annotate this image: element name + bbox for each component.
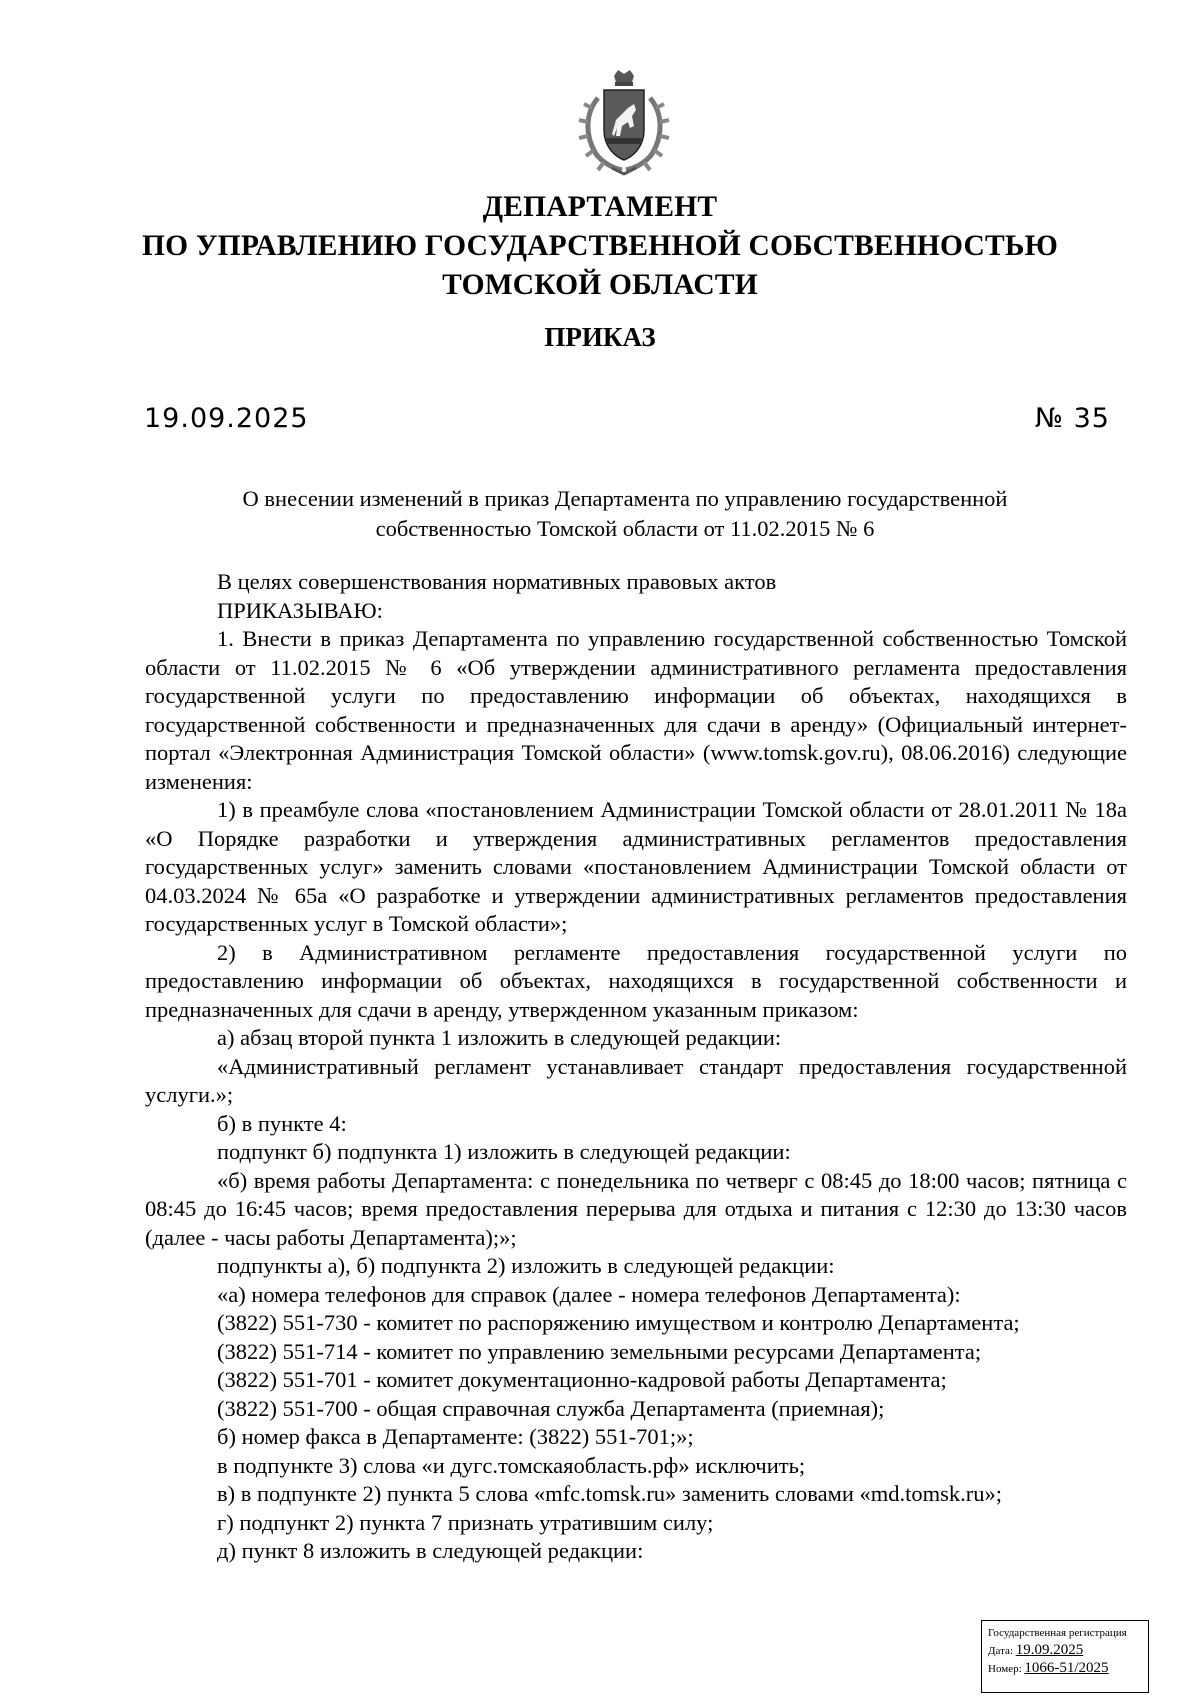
paragraph-d: д) пункт 8 изложить в следующей редакции: xyxy=(217,1538,644,1563)
paragraph-g: г) подпункт 2) пункта 7 признать утратившим силу; xyxy=(217,1509,714,1535)
document-type: ПРИКАЗ xyxy=(544,322,656,352)
paragraph-v: в) в подпункте 2) пункта 5 слова «mfc.tomsk.ru» заменить словами «md.tomsk.ru»; xyxy=(217,1481,1003,1506)
paragraph-fax: б) номер факса в Департаменте: (3822) 551-701;»; xyxy=(217,1424,694,1449)
org-line-1: ДЕПАРТАМЕНТ xyxy=(482,191,718,223)
registration-title: Государственная регистрация xyxy=(988,1627,1127,1639)
paragraph-phones-intro: «а) номера телефонов для справок (далее - номера телефонов Департамента): xyxy=(217,1281,961,1307)
paragraph-purpose: В целях совершенствования нормативных правовых актов xyxy=(217,569,777,594)
paragraph-order: ПРИКАЗЫВАЮ: xyxy=(217,597,383,623)
document-date: 19.09.2025 xyxy=(144,403,309,434)
paragraph-subitem-2: 2) в Административном регламенте предоставления государственной услуги по предоставлению информации об объектах, находящихся в государственной собственности и предназначенных для сдачи в аренду, утвержденном указанным приказом: xyxy=(145,939,1127,1022)
document-number: № 35 xyxy=(1034,403,1110,434)
subject-line-1: О внесении изменений в приказ Департамента по управлению государственной xyxy=(242,486,1008,511)
paragraph-b: б) в пункте 4: xyxy=(217,1110,347,1136)
document-body xyxy=(145,568,1127,1566)
registration-date-label: Дата: xyxy=(988,1645,1013,1657)
document-subject xyxy=(200,484,1050,544)
paragraph-phone-4: (3822) 551-700 - общая справочная служба Департамента (приемная); xyxy=(217,1395,885,1421)
subject-line-2: собственностью Томской области от 11.02.2015 № 6 xyxy=(375,516,875,541)
organization-name xyxy=(0,188,1200,305)
registration-number: 1066-51/2025 xyxy=(1024,1660,1109,1676)
org-line-3: ТОМСКОЙ ОБЛАСТИ xyxy=(442,269,758,301)
coat-of-arms-icon xyxy=(568,68,680,176)
paragraph-a: а) абзац второй пункта 1 изложить в следующей редакции: xyxy=(217,1025,782,1050)
registration-date: 19.09.2025 xyxy=(1015,1642,1084,1658)
registration-number-label: Номер: xyxy=(988,1663,1022,1675)
paragraph-phone-3: (3822) 551-701 - комитет документационно-кадровой работы Департамента; xyxy=(217,1367,947,1392)
paragraph-b-sub2: подпункты а), б) подпункта 2) изложить в следующей редакции: xyxy=(217,1253,835,1278)
paragraph-sub3: в подпункте 3) слова «и дугс.томскаяобласть.рф» исключить; xyxy=(217,1452,806,1478)
paragraph-phone-2: (3822) 551-714 - комитет по управлению земельными ресурсами Департамента; xyxy=(217,1338,982,1364)
paragraph-b-sub1: подпункт б) подпункта 1) изложить в следующей редакции: xyxy=(217,1139,791,1164)
paragraph-b-hours: «б) время работы Департамента: с понедельника по четверг с 08:45 до 18:00 часов; пятница с 08:45 до 16:45 часов; время предоставления перерыва для отдыха и питания с 12:30 до 13:30 часов (далее - часы работы Департамента);»; xyxy=(145,1167,1127,1250)
registration-stamp xyxy=(981,1620,1149,1693)
paragraph-subitem-1: 1) в преамбуле слова «постановлением Администрации Томской области от 28.01.2011 № 18а «О Порядке разработки и утверждения административных регламентов предоставления государственных услуг» заменить словами «постановлением Администрации Томской области от 04.03.2024 № 65а «О разработке и утверждении административных регламентов предоставления государственных услуг в Томской области»; xyxy=(145,797,1127,936)
paragraph-phone-1: (3822) 551-730 - комитет по распоряжению имуществом и контролю Департамента; xyxy=(217,1310,1020,1335)
paragraph-a-text: «Административный регламент устанавливает стандарт предоставления государственной услуги.»; xyxy=(145,1053,1127,1107)
paragraph-item-1: 1. Внести в приказ Департамента по управлению государственной собственностью Томской области от 11.02.2015 № 6 «Об утверждении административного регламента предоставления государственной услуги по предоставлению информации об объектах, находящихся в государственной собственности и предназначенных для сдачи в аренду» (Официальный интернет-портал «Электронная Администрация Томской области» (www.tomsk.gov.ru), 08.06.2016) следующие изменения: xyxy=(145,626,1127,794)
org-line-2: ПО УПРАВЛЕНИЮ ГОСУДАРСТВЕННОЙ СОБСТВЕННОСТЬЮ xyxy=(141,230,1059,262)
